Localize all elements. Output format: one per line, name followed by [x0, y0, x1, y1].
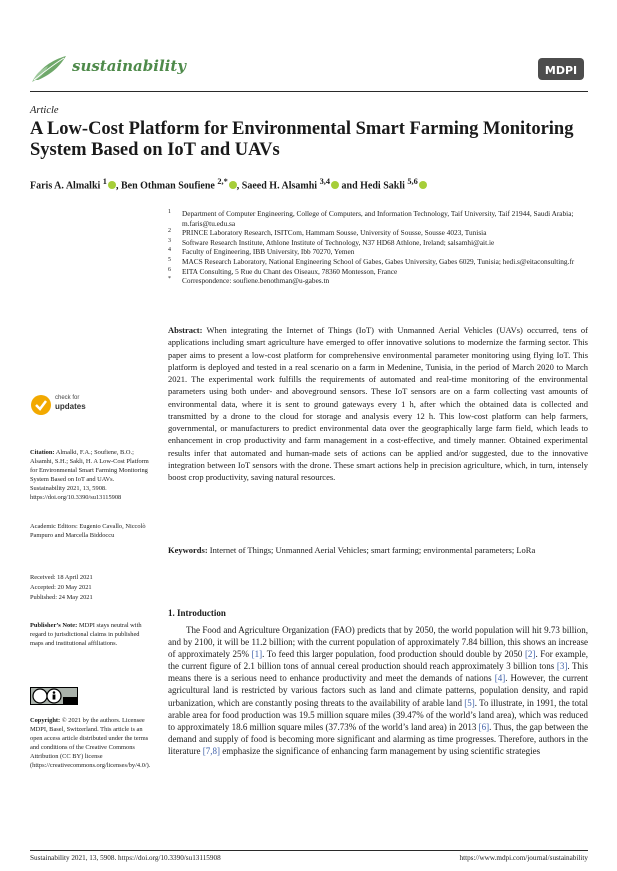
academic-editors: Academic Editors: Eugenio Cavallo, Niccolò Pampuro and Marcella Biddoccu	[30, 523, 146, 539]
copyright-notice: Copyright: © 2021 by the authors. Licensee MDPI, Basel, Switzerland. This article is an open access article distributed under the terms and conditions of the Creative Commons Attribution (CC BY) license (https://creativecommons.org/licenses/by/4.0/).	[30, 717, 151, 769]
journal-logo-icon	[30, 52, 68, 84]
author-name: Hedi Sakli	[360, 180, 405, 192]
intro-text-segment: . For example, the current figure of 2.1 billion tons of annual cereal production should reach approximately 3 billion tons	[168, 649, 588, 672]
footer-rule	[30, 850, 588, 851]
author-name: Saeed H. Alsamhi	[241, 180, 318, 192]
citation-ref-link[interactable]: [5]	[464, 697, 475, 708]
intro-text-segment: . Thus, the gap between the demand and supply of food is becoming more significant and alarming as time progresses. Therefore, authors in the literature	[168, 721, 588, 756]
journal-name: sustainability	[72, 57, 186, 75]
footer-citation: Sustainability 2021, 13, 5908. https://doi.org/10.3390/su13115908	[30, 854, 221, 862]
abstract	[168, 324, 588, 483]
affiliation-item: 6 EITA Consulting, 5 Rue du Chant des Oiseaux, 78360 Montesson, France	[168, 266, 398, 276]
cc-by-license-icon[interactable]	[30, 687, 78, 705]
author-name: Faris A. Almalki	[30, 180, 101, 192]
authors-and: and	[341, 180, 358, 192]
introduction-body	[168, 624, 588, 757]
citation-ref-link[interactable]: [1]	[251, 649, 263, 660]
affiliation-item: 2 PRINCE Laboratory Research, ISITCom, Hammam Sousse, University of Sousse, Sousse 4023, Tunisia	[168, 228, 487, 238]
affiliation-item: 1 Department of Computer Engineering, College of Computers, and Information Technology, Taif University, Taif 21944, Saudi Arabia; m.faris@tu.edu.sa	[168, 209, 574, 228]
introduction-text	[168, 625, 588, 756]
author-affiliation-sup: 1	[102, 177, 107, 186]
intro-text-segment: . To feed this larger population, food production should double by 2050	[262, 649, 525, 660]
author-affiliation-sup: 5,6	[407, 177, 418, 186]
author-affiliation-sup: 3,4	[319, 177, 331, 186]
abstract-label: Abstract:	[168, 325, 203, 335]
affiliations	[168, 209, 588, 286]
author-affiliation-sup: 2,*	[217, 177, 228, 186]
intro-text-segment: . To illustrate, in 1991, the total arable area for food production was 19.5 million square miles (39.47% of the world’s land area), which was reduced to approximately 18.6 million square miles (37.73% of the world’s land area) in 2013	[168, 697, 588, 732]
section-heading-introduction: 1. Introduction	[168, 608, 226, 618]
citation-ref-link[interactable]: [2]	[524, 649, 536, 660]
article-type: Article	[30, 105, 59, 116]
citation-ref-link[interactable]: [4]	[494, 673, 506, 684]
abstract-text: When integrating the Internet of Things (IoT) with Unmanned Aerial Vehicles (UAVs) occurred, tens of applications including smart agriculture have emerged to offer innovative solutions to modernize the farming sector. This paper aims to present a low-cost platform for comprehensive environmental parameter monitoring using flying IoT. This platform is deployed and tested in a real scenario on a farm in Medenine, Tunisia, in the period of March 2020 to March 2021. The experimental work fulfills the requirements of automated and real-time monitoring of the environmental parameters using both under- and aboveground sensors. These IoT sensors are on a farm collecting vast amounts of environmental data, where it is sent to ground gateways every 1 h, after which the obtained data is collected and transmitted by a drone to the cloud for storage and analysis every 12 h. This low-cost platform can help farmers, governmental, or manufacturers to predict environmental data over the geographically large farm field, which leads to enhancement in crop productivity and farm management in a cost-effective, and timely manner. Obtained experimental results infer that automated and human-made sets of actions can be applied and/or suggested, due to the innovative integration between IoT sensors with the drone. These smart actions help in precision agriculture, which, in turn, intensely boost crop productivity, saving natural resources.	[168, 325, 588, 482]
affiliation-item: 3 Software Research Institute, Athlone Institute of Technology, N37 HD68 Athlone, Ireland; salsamhi@ait.ie	[168, 237, 495, 247]
orcid-icon[interactable]	[419, 181, 427, 189]
citation-ref-link[interactable]: [6]	[478, 721, 490, 732]
check-for-updates-badge[interactable]: check for updates	[30, 392, 120, 418]
orcid-icon[interactable]	[108, 181, 116, 189]
intro-text-segment: . This means there is a serious need to enhance productivity and meet the demands of nations	[168, 661, 588, 684]
publisher-note: Publisher’s Note: MDPI stays neutral with regard to jurisdictional claims in published maps and institutional affiliations.	[30, 622, 142, 647]
received-date: Received: 18 April 2021	[30, 574, 93, 581]
citation-block: Citation: Almalki, F.A.; Soufiene, B.O.; Alsamhi, S.H.; Sakli, H. A Low-Cost Platform for Environmental Smart Farming Monitoring System Based on IoT and UAVs. Sustainability 2021, 13, 5908. https://doi.org/10.3390/su13115908	[30, 449, 149, 501]
keywords-label: Keywords:	[168, 545, 208, 555]
article-title: A Low-Cost Platform for Environmental Smart Farming Monitoring System Based on IoT and UAVs	[30, 119, 574, 160]
correspondence: * Correspondence: soufiene.benothman@u-gabes.tn	[168, 276, 330, 286]
intro-text-segment: . However, the current agricultural land is restricted by various factors such as land and climate patterns, population density, and rapid urbanization, which are constantly posing threats to the availability of arable land	[168, 673, 589, 708]
accepted-date: Accepted: 20 May 2021	[30, 584, 92, 591]
keywords-text: Internet of Things; Unmanned Aerial Vehicles; smart farming; environmental parameters; LoRa	[209, 545, 536, 555]
citation-ref-link[interactable]: [7,8]	[202, 745, 220, 756]
author-list: Faris A. Almalki $^1$ , Ben Othman Soufiene $^{2,*}$ , Saeed H. Alsamhi $^{3,4}$ and Hedi Sakli $^{5,6}$	[30, 177, 427, 191]
header-rule	[30, 91, 588, 92]
svg-text:MDPI: MDPI	[544, 64, 578, 77]
orcid-icon[interactable]	[229, 181, 237, 189]
mdpi-logo-icon	[538, 58, 584, 80]
intro-text-segment: The Food and Agriculture Organization (FAO) predicts that by 2050, the world population will hit 9.73 billion, and by 2100, it will be 11.2 billion; with the current population of approximately 7.84 billion, this shows an increase of approximately 25%	[168, 625, 588, 660]
check-updates-icon	[30, 394, 52, 416]
intro-text-segment: emphasize the significance of enhancing farm management by using scientific strategies	[219, 745, 541, 756]
orcid-icon[interactable]	[331, 181, 339, 189]
keywords	[168, 544, 588, 556]
published-date: Published: 24 May 2021	[30, 594, 93, 601]
author-name: Ben Othman Soufiene	[120, 180, 215, 192]
footer-journal-url[interactable]: https://www.mdpi.com/journal/sustainability	[459, 854, 588, 862]
citation-ref-link[interactable]: [3]	[556, 661, 568, 672]
affiliation-item: 5 MACS Research Laboratory, National Engineering School of Gabes, Gabes University, Gabes 6029, Tunisia; hedi.s@eitaconsulting.fr	[168, 256, 575, 266]
affiliation-item: 4 Faculty of Engineering, IBB University, Ibb 70270, Yemen	[168, 247, 355, 257]
